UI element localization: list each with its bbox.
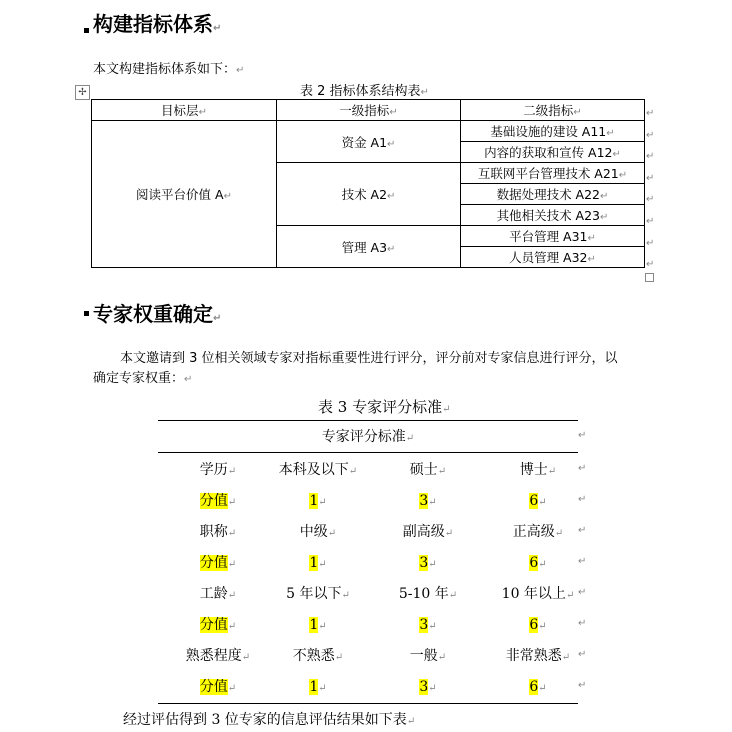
closing-text: 经过评估得到 3 位专家的信息评估结果如下表↵ [123, 712, 416, 728]
score-table-cell: 分值↵ [199, 493, 237, 509]
score-table-cell: 1↵ [309, 617, 327, 633]
section1-intro: 本文构建指标体系如下：↵ [93, 62, 245, 77]
section2-heading: 专家权重确定↵ [93, 302, 222, 326]
table2-caption: 表 2 指标体系结构表↵ [300, 84, 429, 99]
score-table-cell: 10 年以上↵ [501, 586, 575, 602]
score-table-cell: 博士↵ [519, 462, 557, 478]
item-cell: 互联网平台管理技术 A21↵ [461, 163, 645, 184]
item-cell: 其他相关技术 A23↵ [461, 205, 645, 226]
group-cell: 技术 A2↵ [277, 163, 461, 226]
table3-title: 专家评分标准↵ [321, 429, 415, 445]
row-mark: ↵ [578, 649, 587, 660]
table3-caption: 表 3 专家评分标准↵ [318, 398, 451, 416]
item-cell: 内容的获取和宣传 A12↵ [461, 142, 645, 163]
score-table-cell: 分值↵ [199, 617, 237, 633]
target-cell: 阅读平台价值 A↵ [92, 121, 277, 268]
score-table-cell: 6↵ [529, 555, 547, 571]
paragraph-line: 本文邀请到 3 位相关领域专家对指标重要性进行评分，评分前对专家信息进行评分，以 [120, 351, 618, 366]
row-marks: ↵ ↵ ↵ ↵ ↵ ↵ ↵ ↵ [646, 108, 655, 271]
score-table-cell: 硕士↵ [409, 462, 447, 478]
score-table-cell: 一般↵ [409, 648, 447, 664]
score-table-cell: 3↵ [419, 679, 437, 695]
item-cell: 人员管理 A32↵ [461, 247, 645, 268]
group-cell: 管理 A3↵ [277, 226, 461, 268]
score-table-cell: 1↵ [309, 555, 327, 571]
indicator-table [91, 99, 645, 268]
score-table-cell: 不熟悉↵ [292, 648, 344, 664]
item-cell: 数据处理技术 A22↵ [461, 184, 645, 205]
score-table-cell: 职称↵ [199, 524, 237, 540]
score-table-cell: 分值↵ [199, 679, 237, 695]
table3-bottom-rule [158, 703, 578, 704]
heading-bullet [84, 311, 89, 316]
row-mark: ↵ [578, 525, 587, 536]
table-resize-handle[interactable] [645, 273, 654, 282]
row-mark: ↵ [578, 494, 587, 505]
row-mark: ↵ [578, 618, 587, 629]
row-mark: ↵ [578, 430, 587, 441]
score-table-cell: 工龄↵ [199, 586, 237, 602]
table3-header-rule [158, 452, 578, 453]
score-table-cell: 5 年以下↵ [286, 586, 350, 602]
row-mark: ↵ [578, 587, 587, 598]
score-table-cell: 5-10 年↵ [398, 586, 458, 602]
heading-bullet [84, 28, 89, 33]
score-table-cell: 3↵ [419, 617, 437, 633]
score-table-cell: 1↵ [309, 493, 327, 509]
score-table-cell: 3↵ [419, 493, 437, 509]
score-table-cell: 3↵ [419, 555, 437, 571]
item-cell: 基础设施的建设 A11↵ [461, 121, 645, 142]
table-move-handle[interactable]: ✢ [75, 85, 90, 100]
table-header-row [92, 100, 645, 121]
header-cell: 二级指标↵ [461, 100, 645, 121]
score-table-cell: 6↵ [529, 679, 547, 695]
score-table-cell: 正高级↵ [512, 524, 564, 540]
score-table-cell: 中级↵ [299, 524, 337, 540]
row-mark: ↵ [578, 463, 587, 474]
header-cell: 一级指标↵ [277, 100, 461, 121]
score-table-cell: 副高级↵ [402, 524, 454, 540]
score-table-cell: 学历↵ [199, 462, 237, 478]
score-table-cell: 1↵ [309, 679, 327, 695]
group-cell: 资金 A1↵ [277, 121, 461, 163]
header-cell: 目标层↵ [92, 100, 277, 121]
score-table-cell: 熟悉程度↵ [185, 648, 251, 664]
section2-paragraph [93, 349, 663, 390]
item-cell: 平台管理 A31↵ [461, 226, 645, 247]
score-table-cell: 6↵ [529, 493, 547, 509]
section1-heading: 构建指标体系↵ [93, 12, 222, 36]
score-table-cell: 分值↵ [199, 555, 237, 571]
score-table-cell: 6↵ [529, 617, 547, 633]
table-row [92, 121, 645, 142]
score-table-cell: 非常熟悉↵ [505, 648, 571, 664]
row-mark: ↵ [578, 556, 587, 567]
score-table-cell: 本科及以下↵ [278, 462, 358, 478]
table3-top-rule [158, 420, 578, 421]
row-mark: ↵ [578, 680, 587, 691]
paragraph-line: 确定专家权重：↵ [93, 371, 193, 386]
